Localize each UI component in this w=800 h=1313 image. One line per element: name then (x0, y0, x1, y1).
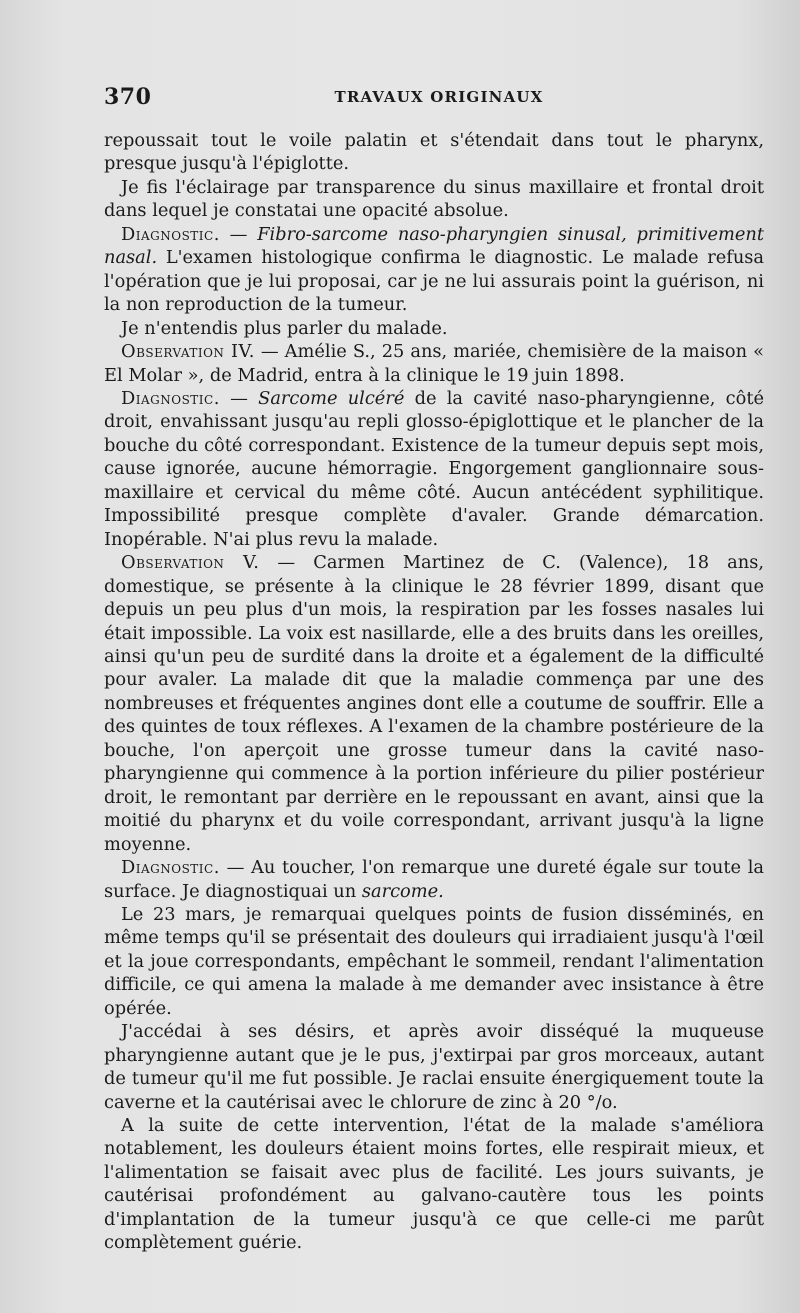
paragraph (104, 176, 764, 223)
text-run: — Carmen Martinez de C. (Valence), 18 ans, domestique, se présente à la clinique le 28 février 1899, disant que depuis un peu plus d'un mois, la respiration par les fosses nasales lui était impossible. La voix est nasillarde, elle a des bruits dans les oreilles, ainsi qu'un peu de surdité dans la droite et a également de la difficulté pour avaler. La malade dit que la maladie commença par une des nombreuses et fréquentes angines dont elle a coutume de souffrir. Elle a des quintes de toux réflexes. A l'examen de la chambre postérieure de la bouche, l'on aperçoit une grosse tumeur dans la cavité naso-pharyngienne qui commence à la portion inférieure du pilier postérieur droit, le remontant par derrière en le repoussant en avant, ainsi que la moitié du pharynx et du voile correspondant, arrivant jusqu'à la ligne moyenne. (104, 552, 764, 855)
page-header (104, 84, 744, 114)
text-run: — Amélie S., 25 ans, mariée, chemisière de la maison « El Molar », de Madrid, entra à la clinique le 19 juin 1898. (104, 341, 764, 386)
text-run: Je n'entendis plus parler du malade. (121, 317, 448, 339)
paragraph (104, 317, 764, 340)
paragraph (104, 551, 764, 856)
text-run: — Au toucher, l'on remarque une dureté égale sur toute la surface. Je diagnostiquai un (104, 857, 764, 902)
text-run: repoussait tout le voile palatin et s'étendait dans tout le pharynx, presque jusqu'à l'épiglotte. (104, 130, 764, 175)
paragraph (104, 856, 764, 903)
section-label: Diagnostic. (121, 223, 220, 245)
text-run: Le 23 mars, je remarquai quelques points de fusion disséminés, en même temps qu'il se présentait des douleurs qui irradiaient jusqu'à l'œil et la joue correspondants, empêchant le sommeil, rendant l'alimentation difficile, ce qui amena la malade à me demander avec insistance à être opérée. (104, 903, 764, 1019)
paragraph (104, 223, 764, 317)
section-label: Observation IV. (121, 341, 255, 363)
paragraph (104, 1114, 764, 1255)
article-body (104, 129, 764, 1255)
section-label: Diagnostic. (121, 857, 220, 879)
italic-term: Fibro-sarcome naso-pharyngien sinusal, primitivement nasal. (104, 223, 764, 269)
paragraph (104, 903, 764, 1020)
text-run: de la cavité naso-pharyngienne, côté droit, envahissant jusqu'au repli glosso-épiglottique et le plancher de la bouche du côté correspondant. Existence de la tumeur depuis sept mois, cause ignorée, aucune hémorragie. Engorgement ganglionnaire sous-maxillaire et cervical du même côté. Aucun antécédent syphilitique. Impossibilité presque complète d'avaler. Grande démarcation. Inopérable. N'ai plus revu la malade. (104, 387, 765, 550)
section-label: Observation V. (121, 552, 260, 574)
page-number: 370 (104, 84, 152, 110)
text-run: A la suite de cette intervention, l'état de la malade s'améliora notablement, les douleurs étaient moins fortes, elle respirait mieux, et l'alimentation se faisait avec plus de facilité. Les jours suivants, je cautérisai profondément au galvano-cautère tous les points d'implantation de la tumeur jusqu'à ce que celle-ci me parût complètement guérie. (104, 1115, 764, 1254)
italic-term: sarcome. (361, 880, 444, 902)
paragraph (104, 340, 764, 387)
paragraph (104, 1020, 764, 1114)
italic-term: Sarcome ulcéré (258, 387, 405, 409)
text-run: L'examen histologique confirma le diagnostic. Le malade refusa l'opération que je lui proposai, car je ne lui assurais point la guérison, ni la non reproduction de la tumeur. (104, 247, 764, 316)
paragraph (104, 129, 764, 176)
paragraph (104, 387, 764, 551)
section-label: Diagnostic. (121, 387, 220, 409)
text-run: — (219, 387, 259, 409)
running-title: TRAVAUX ORIGINAUX (334, 88, 544, 106)
text-run: J'accédai à ses désirs, et après avoir disséqué la muqueuse pharyngienne autant que je le pus, j'extirpai par gros morceaux, autant de tumeur qu'il me fut possible. Je raclai ensuite énergiquement toute la caverne et la cautérisai avec le chlorure de zinc à 20 °/o. (104, 1021, 764, 1113)
text-run: — (219, 223, 258, 245)
text-run: Je fis l'éclairage par transparence du sinus maxillaire et frontal droit dans lequel je constatai une opacité absolue. (104, 176, 764, 222)
